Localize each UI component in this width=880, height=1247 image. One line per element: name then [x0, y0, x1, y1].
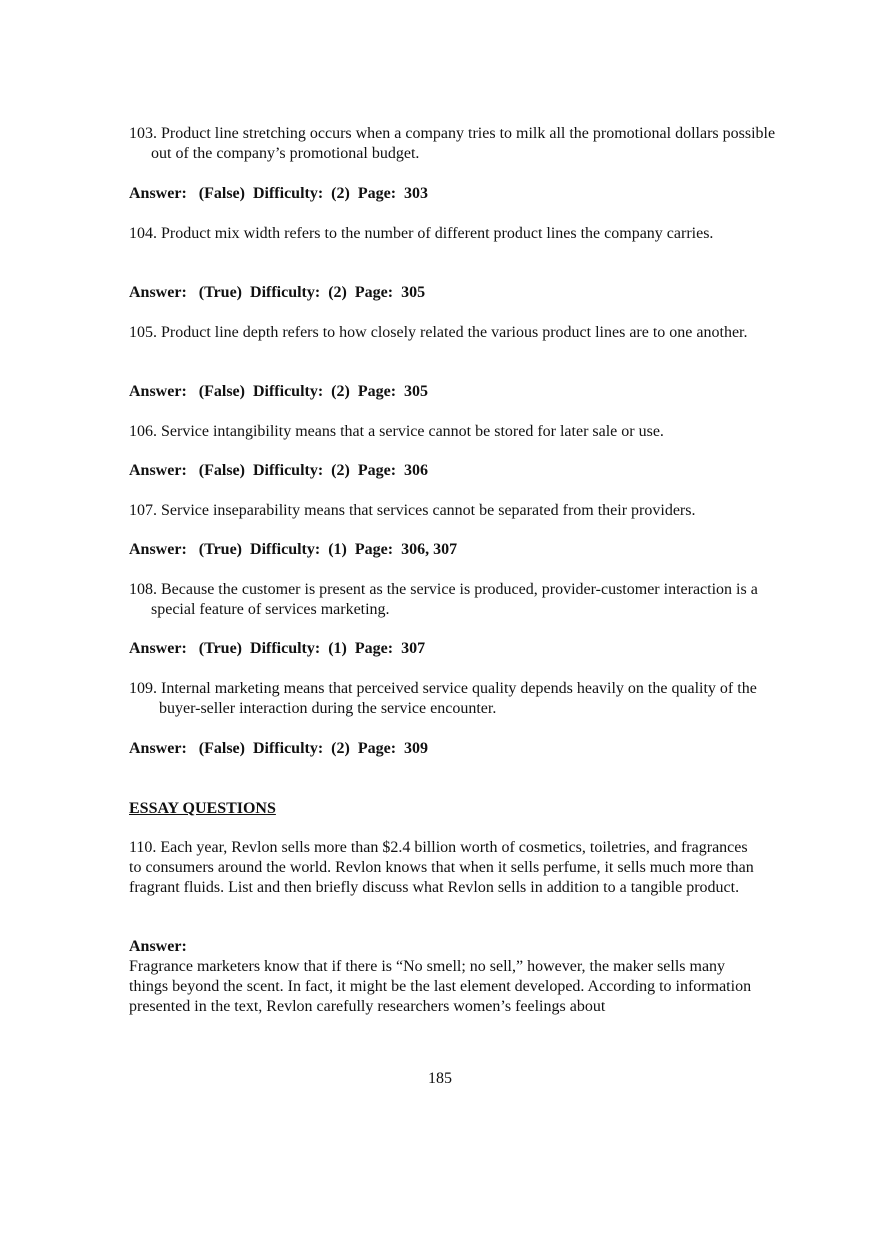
- question-106: 106. Service intangibility means that a service cannot be stored for later sale or use.: [129, 423, 664, 440]
- question-108: 108. Because the customer is present as the service is produced, provider-customer interaction is a special feature of services marketing.: [129, 581, 758, 618]
- answer-109: Answer: (False) Difficulty: (2) Page: 309: [129, 740, 429, 757]
- answer-103: Answer: (False) Difficulty: (2) Page: 303: [129, 185, 429, 202]
- question-107: 107. Service inseparability means that services cannot be separated from their providers.: [129, 502, 696, 519]
- answer-108: Answer: (True) Difficulty: (1) Page: 307: [129, 640, 426, 657]
- answer-105: Answer: (False) Difficulty: (2) Page: 305: [129, 383, 429, 400]
- question-104: 104. Product mix width refers to the number of different product lines the company carries.: [129, 225, 714, 242]
- page-number: 185: [428, 1070, 452, 1087]
- answer-107: Answer: (True) Difficulty: (1) Page: 306, 307: [129, 541, 458, 558]
- answer-106: Answer: (False) Difficulty: (2) Page: 306: [129, 462, 429, 479]
- essay-section-heading: ESSAY QUESTIONS: [129, 800, 276, 817]
- question-103: 103. Product line stretching occurs when a company tries to milk all the promotional dollars possible out of the company’s promotional budget.: [129, 125, 776, 162]
- essay-answer-text: Fragrance marketers know that if there is “No smell; no sell,” however, the maker sells many things beyond the scent. In fact, it might be the last element developed. According to information presented in the text, Revlon carefully researchers women’s feelings about: [129, 958, 752, 1015]
- question-105: 105. Product line depth refers to how closely related the various product lines are to one another.: [129, 324, 748, 341]
- essay-answer-label: Answer:: [129, 938, 187, 955]
- answer-104: Answer: (True) Difficulty: (2) Page: 305: [129, 284, 426, 301]
- question-109: 109. Internal marketing means that perceived service quality depends heavily on the quality of the buyer-seller interaction during the service encounter.: [129, 680, 757, 717]
- essay-question-110: 110. Each year, Revlon sells more than $2.4 billion worth of cosmetics, toiletries, and fragrances to consumers around the world. Revlon knows that when it sells perfume, it sells much more than fragrant fluids. List and then briefly discuss what Revlon sells in addition to a tangible product.: [129, 839, 754, 896]
